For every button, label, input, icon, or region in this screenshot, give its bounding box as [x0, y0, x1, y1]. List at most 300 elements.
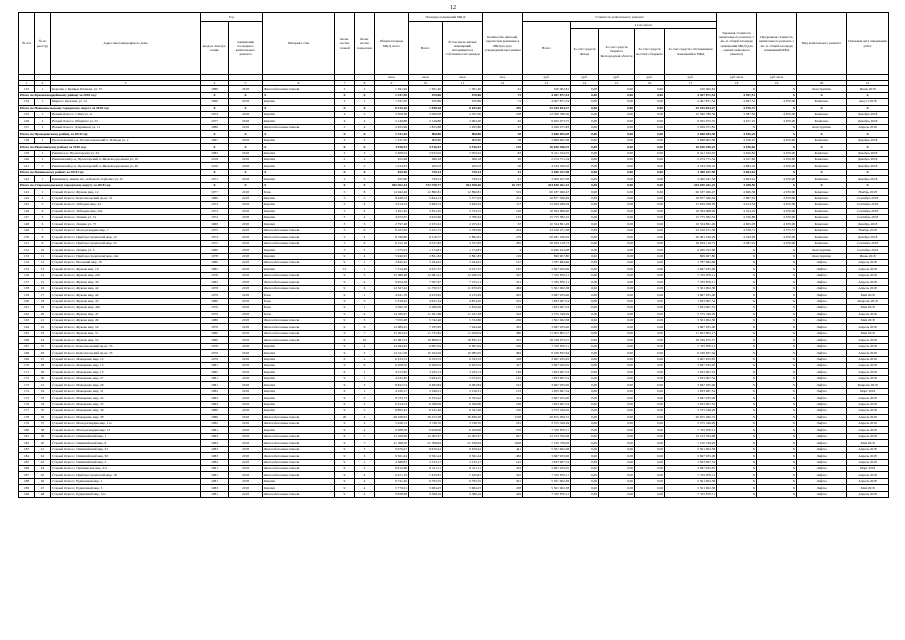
table-cell: Комплекс — [797, 221, 847, 227]
table-cell: Кирпич — [263, 253, 335, 259]
table-cell: 10 — [355, 337, 375, 343]
table-cell: 4 — [201, 80, 229, 86]
table-cell: X — [757, 395, 797, 401]
table-cell: 542 — [483, 311, 523, 317]
table-cell: 4 497,51 — [717, 92, 757, 98]
table-cell: 0,00 — [635, 375, 665, 381]
table-cell: 15 659 298,29 — [665, 202, 717, 208]
table-cell: Конструктив — [797, 253, 847, 259]
table-cell: 279 — [483, 234, 523, 240]
table-cell: 0,00 — [571, 337, 599, 343]
table-cell: 2 274 771,54 — [665, 157, 717, 163]
table-cell: 6 — [355, 285, 375, 291]
table-cell: Старый Оскол г, Макаренко мкр, 27 — [51, 375, 201, 381]
table-cell: Кирпич — [263, 247, 335, 253]
table-cell: Лифты — [797, 350, 847, 356]
table-cell: 815,96 — [375, 169, 409, 175]
table-cell: 729,14 — [409, 176, 443, 182]
table-cell: 6 588,99 — [409, 401, 443, 407]
table-cell: Старый Оскол г, Жукова мкр, 45 — [51, 298, 201, 304]
table-cell: 434 030 261,22 — [665, 182, 717, 188]
table-cell: 0,00 — [599, 105, 635, 111]
table-cell: 0,00 — [571, 478, 599, 484]
table-cell: Старый Оскол г, Приборостроителей мкр, 25 — [51, 240, 201, 246]
table-cell: 1 347,50 — [375, 99, 409, 105]
table-cell: 9 — [335, 472, 355, 478]
table-cell: X — [847, 105, 889, 111]
table-cell: Кирпич — [263, 408, 335, 414]
table-cell: 43 — [35, 459, 51, 465]
table-cell: 9 — [335, 253, 355, 259]
table-cell: 9 828,96 — [375, 491, 409, 497]
table-cell: 133 — [19, 86, 35, 92]
table-cell: 5 — [335, 240, 355, 246]
table-cell: 1 833 967,54 — [665, 298, 717, 304]
table-cell: 3 748,70 — [409, 420, 443, 426]
table-cell: 180 — [19, 427, 35, 433]
table-cell: Комплекс — [797, 176, 847, 182]
table-cell: 0,00 — [635, 298, 665, 304]
table-cell: 7 335 870,11 — [665, 279, 717, 285]
table-cell: 2 887,93 — [717, 195, 757, 201]
table-cell: Март 2018 — [847, 466, 889, 472]
table-cell: X — [717, 350, 757, 356]
table-cell: 2018 — [229, 485, 263, 491]
table-cell: 6 483,84 — [443, 382, 483, 388]
table-cell: 2018 — [229, 395, 263, 401]
table-cell: 3 — [355, 221, 375, 227]
table-cell: 0,00 — [635, 350, 665, 356]
header-cell: Стоимость капитального ремонта — [523, 13, 717, 22]
table-cell: 5 501 902,58 — [665, 285, 717, 291]
table-cell: 160 — [19, 298, 35, 304]
table-cell: 137 — [19, 124, 35, 130]
table-cell: 729,14 — [409, 169, 443, 175]
table-cell: Итого по Старооскольскому городскому округу за 2018 год: — [19, 182, 201, 188]
table-cell: 2018 — [229, 324, 263, 330]
table-cell: Блок — [263, 311, 335, 317]
table-cell: 0,00 — [635, 395, 665, 401]
table-cell: 1982 — [201, 420, 229, 426]
table-cell: 0,00 — [571, 272, 599, 278]
table-cell: Старый Оскол г, Лебедева мкр, 24 — [51, 202, 201, 208]
table-cell: 0,00 — [571, 420, 599, 426]
table-cell: X — [335, 169, 355, 175]
table-cell: 4 — [355, 234, 375, 240]
table-cell: 181 — [483, 420, 523, 426]
table-cell: 9 — [335, 279, 355, 285]
table-cell: Лифты — [797, 440, 847, 446]
table-cell: 3 667 935,06 — [523, 395, 571, 401]
table-cell: Кирпич — [263, 356, 335, 362]
table-cell: 182 — [19, 440, 35, 446]
table-cell: 3 — [51, 80, 201, 86]
table-cell: Май 2018 — [847, 305, 889, 311]
table-cell: X — [757, 260, 797, 266]
table-cell: 2018 — [229, 266, 263, 272]
table-cell: 925,33 — [443, 163, 483, 169]
table-cell: Декабрь 2018 — [847, 163, 889, 169]
table-cell: Комплекс — [797, 202, 847, 208]
table-cell: 5 742,40 — [409, 317, 443, 323]
table-cell: Комплекс — [797, 137, 847, 143]
table-cell: Старый Оскол г, Макаренко мкр, 29 — [51, 382, 201, 388]
table-cell: 145 — [483, 459, 523, 465]
table-cell: 0,00 — [635, 472, 665, 478]
table-cell: 9 — [335, 433, 355, 439]
table-cell: 0,00 — [571, 446, 599, 452]
table-cell: 0,00 — [635, 92, 665, 98]
table-cell: 5 501 902,58 — [523, 285, 571, 291]
table-cell: Старый Оскол г, Комсомольский пр-кт, 35 — [51, 350, 201, 356]
table-cell: Железобетонные панели — [263, 234, 335, 240]
table-cell: 152 — [19, 247, 35, 253]
table-cell: X — [847, 92, 889, 98]
table-cell: 6 541,46 — [409, 408, 443, 414]
table-cell: 135 — [19, 111, 35, 117]
table-cell: X — [717, 279, 757, 285]
table-cell: Железобетонные панели — [263, 272, 335, 278]
table-cell: Лифты — [797, 324, 847, 330]
table-cell: 5 319,45 — [375, 298, 409, 304]
table-cell: 0,00 — [571, 253, 599, 259]
table-cell: X — [717, 472, 757, 478]
table-cell: 0,00 — [635, 111, 665, 117]
table-cell: 143 — [19, 189, 35, 195]
table-cell: руб. — [599, 75, 635, 81]
table-cell: 83 — [483, 150, 523, 156]
table-cell: 0,00 — [635, 317, 665, 323]
table-cell: Конструктив — [797, 86, 847, 92]
table-cell: 343 — [483, 466, 523, 472]
table-cell: 2 255,61 — [409, 221, 443, 227]
table-cell: Декабрь 2018 — [847, 176, 889, 182]
table-cell: Лифты — [797, 317, 847, 323]
table-cell: 3 309,38 — [375, 111, 409, 117]
table-cell: 4 413,34 — [717, 202, 757, 208]
table-cell: Лифты — [797, 382, 847, 388]
table-cell: Кирпич — [263, 388, 335, 394]
table-cell: 21 598,84 — [409, 440, 443, 446]
table-cell: 3 668 905,38 — [523, 131, 571, 137]
table-cell: 1 833 967,54 — [523, 298, 571, 304]
table-cell: Кирпич — [263, 363, 335, 369]
table-cell: Декабрь 2018 — [847, 150, 889, 156]
table-cell: 1 391,40 — [409, 86, 443, 92]
table-cell: Новый Оскол г. Дзержинск ул, 11 — [51, 124, 201, 130]
header-cell: Адрес многоквартирного дома — [51, 13, 201, 75]
table-cell: 0,00 — [571, 324, 599, 330]
table-cell: 161 — [19, 305, 35, 311]
table-cell: 9 — [335, 330, 355, 336]
table-cell: 6 208,55 — [375, 363, 409, 369]
table-cell: руб./кв.м — [757, 75, 797, 81]
table-cell: 1979 — [201, 356, 229, 362]
table-cell: 2 — [35, 195, 51, 201]
table-cell: 4 375,37 — [757, 227, 797, 233]
table-cell: 0,00 — [571, 453, 599, 459]
table-cell: Старый Оскол г, Рудничный мкр, 1 — [51, 478, 201, 484]
table-cell: 49 168,63 — [375, 414, 409, 420]
table-cell: 2 861,82 — [409, 253, 443, 259]
repair-program-table — [18, 12, 889, 498]
table-cell: 11 — [443, 80, 483, 86]
table-cell: 2 — [335, 157, 355, 163]
table-cell: 1979 — [201, 311, 229, 317]
table-cell: Железобетонные панели — [263, 260, 335, 266]
table-cell: 27 — [35, 356, 51, 362]
table-cell: 1979 — [201, 292, 229, 298]
table-cell: 9 — [335, 292, 355, 298]
table-cell: 2018 — [229, 202, 263, 208]
table-cell: 0,00 — [599, 459, 635, 465]
table-cell: 2 286,69 — [409, 305, 443, 311]
table-cell: 10 534 861,49 — [523, 221, 571, 227]
table-cell: 1981 — [201, 363, 229, 369]
table-cell: 5 028,72 — [375, 420, 409, 426]
table-cell: 12 590 789,36 — [665, 111, 717, 117]
table-cell: 14 — [571, 80, 599, 86]
table-cell: 3 — [335, 86, 355, 92]
table-cell: Комплекс — [797, 227, 847, 233]
table-cell: Комплекс — [797, 240, 847, 246]
table-cell: 41 — [35, 446, 51, 452]
table-cell: 1 174,81 — [443, 247, 483, 253]
table-cell: 4 329,28 — [717, 234, 757, 240]
table-cell: 0,00 — [571, 86, 599, 92]
table-cell: 2018 — [229, 356, 263, 362]
table-cell: 0,00 — [599, 343, 635, 349]
table-cell: 482 — [483, 285, 523, 291]
table-cell: Кирпич — [263, 221, 335, 227]
table-cell: 0,00 — [635, 491, 665, 497]
table-cell: 2 149,80 — [409, 118, 443, 124]
table-cell: 14 944,05 — [375, 343, 409, 349]
table-cell: 4 — [355, 343, 375, 349]
table-cell: Апрель 2018 — [847, 266, 889, 272]
table-cell: 3 614,55 — [375, 202, 409, 208]
table-cell: 33 — [35, 395, 51, 401]
table-cell: 22 697,23 — [375, 337, 409, 343]
table-cell: X — [263, 182, 335, 188]
table-cell: 0,00 — [599, 169, 635, 175]
table-cell: 5 501 902,58 — [523, 478, 571, 484]
table-cell: 0,00 — [635, 305, 665, 311]
table-cell: 0,00 — [599, 395, 635, 401]
table-cell: 2018 — [229, 401, 263, 407]
table-cell: 808,80 — [409, 137, 443, 143]
table-cell: Старый Оскол г, Молодогвардия мкр, 11а — [51, 420, 201, 426]
table-cell: 35 — [35, 408, 51, 414]
table-cell: Железобетонные панели — [263, 86, 335, 92]
table-cell: X — [717, 285, 757, 291]
table-cell: 0,00 — [635, 363, 665, 369]
table-cell: Лифты — [797, 485, 847, 491]
table-cell: 484 — [483, 350, 523, 356]
table-cell: Апрель 2018 — [847, 260, 889, 266]
table-cell: 5 — [335, 208, 355, 214]
table-cell: Лифты — [797, 375, 847, 381]
table-cell: Сентябрь 2018 — [847, 208, 889, 214]
table-cell: 139 — [19, 150, 35, 156]
table-cell: 10 — [35, 247, 51, 253]
table-cell: 4 354,16 — [717, 208, 757, 214]
table-cell: 19 — [35, 305, 51, 311]
table-cell: 9 — [335, 401, 355, 407]
table-cell: 163 — [19, 317, 35, 323]
table-cell: 1981 — [201, 478, 229, 484]
table-cell: 26 815 269,72 — [665, 414, 717, 420]
table-cell: Апрель 2018 — [847, 363, 889, 369]
table-cell: 7 — [335, 80, 355, 86]
header-cell: Коли-чество этажей — [335, 13, 355, 75]
table-cell: 5 501 902,58 — [523, 485, 571, 491]
table-cell: Лифты — [797, 298, 847, 304]
table-cell: 2018 — [229, 253, 263, 259]
table-cell: 0,00 — [599, 189, 635, 195]
table-cell: 7 335 870,11 — [523, 343, 571, 349]
table-cell: Старый Оскол г, Ленина ул, 31 — [51, 214, 201, 220]
table-cell: 149 — [19, 227, 35, 233]
table-cell: 3 — [355, 150, 375, 156]
table-cell: 8 822,74 — [375, 382, 409, 388]
table-cell: Апрель 2018 — [847, 459, 889, 465]
table-cell: 2018 — [229, 99, 263, 105]
table-cell: X — [757, 285, 797, 291]
table-cell: 4 670,00 — [757, 214, 797, 220]
table-cell: X — [797, 144, 847, 150]
table-cell: 176 — [19, 401, 35, 407]
table-cell: 44 — [35, 466, 51, 472]
table-cell: 1980 — [201, 298, 229, 304]
table-cell: 34 — [35, 401, 51, 407]
table-cell: X — [757, 388, 797, 394]
table-cell: 7 335 870,11 — [523, 427, 571, 433]
table-cell: 3 — [355, 247, 375, 253]
table-cell: 0,00 — [571, 395, 599, 401]
table-cell: 18 — [35, 298, 51, 304]
header-cell: № п/п — [19, 13, 35, 75]
table-cell: X — [355, 182, 375, 188]
table-cell: 2018 — [229, 137, 263, 143]
table-cell: 3 645,25 — [443, 202, 483, 208]
table-cell: 165 — [19, 330, 35, 336]
table-cell: 6 928,96 — [409, 427, 443, 433]
table-cell: 1981 — [201, 382, 229, 388]
table-cell: X — [757, 446, 797, 452]
table-cell: X — [797, 182, 847, 188]
table-cell: 157 — [19, 279, 35, 285]
header-cell: ввода в эксплуа-тацию — [201, 22, 229, 75]
table-cell: 5 501 902,58 — [665, 485, 717, 491]
table-cell: 3 — [355, 446, 375, 452]
table-cell: 2 655,99 — [375, 124, 409, 130]
table-cell: 41 — [483, 176, 523, 182]
table-cell: 9 — [335, 388, 355, 394]
table-cell: X — [757, 459, 797, 465]
table-cell: 4 334 358,16 — [523, 163, 571, 169]
table-cell: 15 659 298,29 — [523, 202, 571, 208]
table-cell: 4 556,60 — [717, 144, 757, 150]
table-cell: 9 — [335, 382, 355, 388]
table-cell: X — [717, 440, 757, 446]
table-cell: 9 — [335, 317, 355, 323]
table-cell: 108 — [483, 111, 523, 117]
table-cell: 196 — [483, 401, 523, 407]
table-cell: 5 684,25 — [443, 485, 483, 491]
table-cell: 4 663,61 — [717, 169, 757, 175]
table-cell: 0,00 — [635, 214, 665, 220]
table-cell: 627 — [483, 433, 523, 439]
table-cell: руб. — [523, 75, 571, 81]
table-cell: 11 731,82 — [409, 330, 443, 336]
table-cell: 2018 — [229, 305, 263, 311]
table-cell: 4 017,40 — [717, 157, 757, 163]
header-cell: Количество жителей, зарегистри-рованных в МКД на дату утверждения программы — [483, 13, 523, 75]
table-cell: 0,00 — [571, 227, 599, 233]
table-cell: 2018 — [229, 157, 263, 163]
table-cell: 0,00 — [599, 305, 635, 311]
table-cell: 20 — [797, 80, 847, 86]
table-cell: 9 954,58 — [375, 279, 409, 285]
table-cell: 372 750,77 — [409, 182, 443, 188]
table-cell: 12 513 792,08 — [665, 433, 717, 439]
table-cell: 3 — [355, 317, 375, 323]
table-cell: X — [847, 131, 889, 137]
table-cell: 4 — [355, 485, 375, 491]
table-cell: 2018 — [229, 427, 263, 433]
table-cell: 1 391,40 — [375, 86, 409, 92]
table-cell: Железобетонные панели — [263, 317, 335, 323]
table-cell: 4 556,25 — [717, 137, 757, 143]
table-cell: 4 537,82 — [443, 240, 483, 246]
table-cell: 0,00 — [599, 86, 635, 92]
table-cell: 12 303,37 — [409, 433, 443, 439]
table-cell: 3 — [355, 86, 375, 92]
table-cell: 1 331,50 — [375, 131, 409, 137]
table-cell: 0,00 — [599, 124, 635, 130]
table-cell: 1979 — [201, 305, 229, 311]
table-cell: 26 481 190,29 — [665, 234, 717, 240]
table-cell: 1967 — [201, 137, 229, 143]
table-cell: 1 — [355, 375, 375, 381]
table-cell: кв.м — [409, 75, 443, 81]
table-cell: 9 — [335, 491, 355, 497]
table-cell: 0,00 — [599, 292, 635, 298]
table-cell: 4 — [355, 472, 375, 478]
table-cell: 3 970,72 — [717, 105, 757, 111]
table-cell: 0,00 — [599, 111, 635, 117]
table-cell: 2 — [355, 420, 375, 426]
table-cell: 4 — [335, 118, 355, 124]
table-cell: 3 164,61 — [443, 260, 483, 266]
table-cell: X — [717, 292, 757, 298]
table-cell: 16 020 456,25 — [665, 144, 717, 150]
table-cell: 2018 — [229, 369, 263, 375]
table-cell: 0,00 — [571, 221, 599, 227]
table-cell: 0,00 — [635, 414, 665, 420]
table-cell: 1 833 967,54 — [665, 459, 717, 465]
table-cell: 9 — [335, 369, 355, 375]
table-cell: 0,00 — [599, 182, 635, 188]
table-cell: 7 567,67 — [409, 279, 443, 285]
table-cell: 970,86 — [409, 92, 443, 98]
table-cell: 4 223,95 — [409, 292, 443, 298]
table-cell: X — [355, 92, 375, 98]
table-cell: 9 — [335, 343, 355, 349]
table-cell: Сентябрь 2018 — [847, 214, 889, 220]
table-cell: 2 149,80 — [375, 118, 409, 124]
